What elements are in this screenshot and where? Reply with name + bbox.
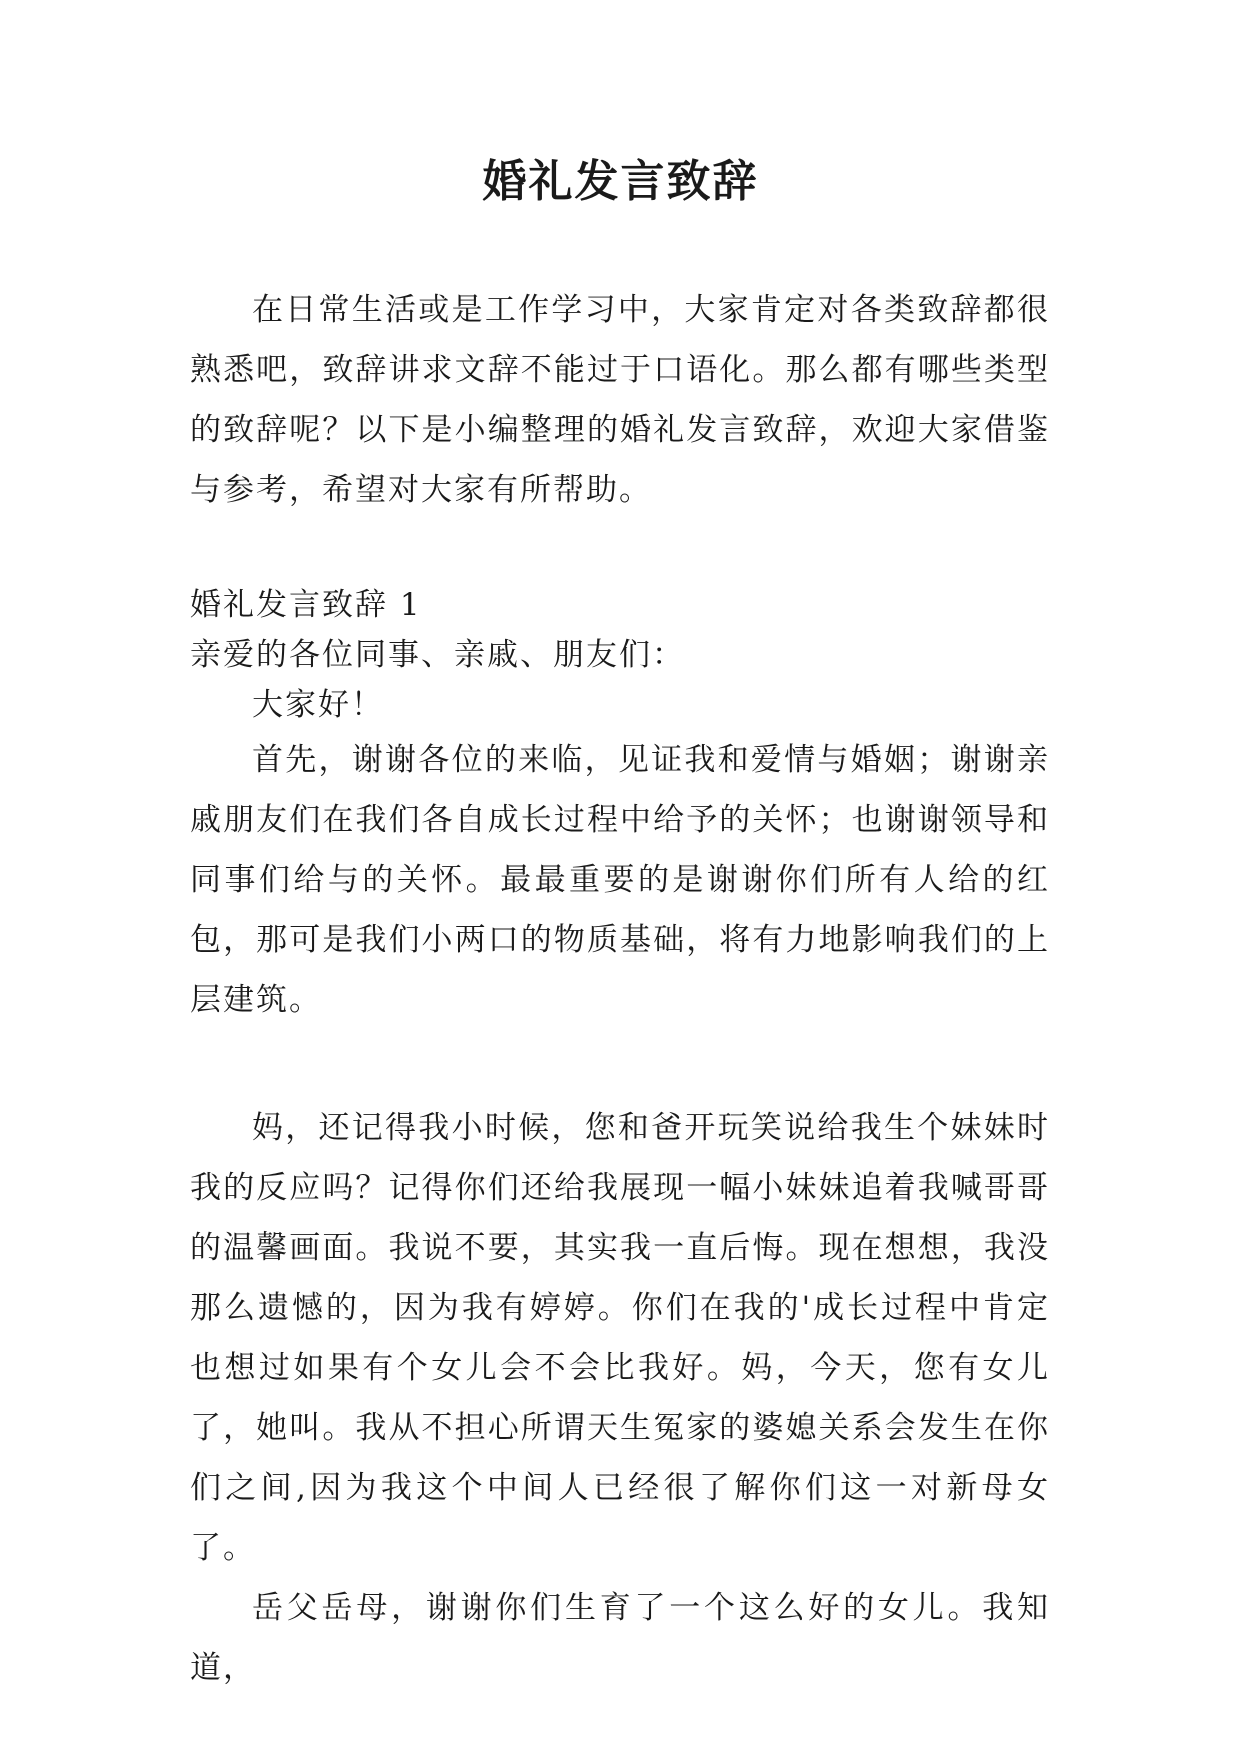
spacer [190, 1030, 1050, 1098]
spacer [190, 520, 1050, 580]
section-heading: 婚礼发言致辞 1 [190, 587, 422, 623]
document-body [190, 280, 1050, 1698]
greeting: 大家好！ [252, 687, 384, 723]
intro-paragraph: 在日常生活或是工作学习中，大家肯定对各类致辞都很熟悉吧，致辞讲求文辞不能过于口语化。那么都有哪些类型的致辞呢？以下是小编整理的婚礼发言致辞，欢迎大家借鉴与参考，希望对大家有所帮助。 [190, 292, 1050, 508]
document-title: 婚礼发言致辞 [482, 156, 759, 207]
body-paragraph-2: 妈，还记得我小时候，您和爸开玩笑说给我生个妹妹时我的反应吗？记得你们还给我展现一幅小妹妹追着我喊哥哥的温馨画面。我说不要，其实我一直后悔。现在想想，我没那么遗憾的，因为我有婷婷。你们在我的'成长过程中肯定也想过如果有个女儿会不会比我好。妈，今天，您有女儿了，她叫。我从不担心所谓天生冤家的婆媳关系会发生在你们之间,因为我这个中间人已经很了解你们这一对新母女了。 [190, 1110, 1050, 1566]
body-paragraph-1: 首先，谢谢各位的来临，见证我和爱情与婚姻；谢谢亲戚朋友们在我们各自成长过程中给予的关怀；也谢谢领导和同事们给与的关怀。最最重要的是谢谢你们所有人给的红包，那可是我们小两口的物质基础，将有力地影响我们的上层建筑。 [190, 742, 1050, 1018]
body-paragraph-3: 岳父岳母，谢谢你们生育了一个这么好的女儿。我知道， [190, 1590, 1050, 1686]
salutation: 亲爱的各位同事、亲戚、朋友们： [190, 637, 685, 673]
